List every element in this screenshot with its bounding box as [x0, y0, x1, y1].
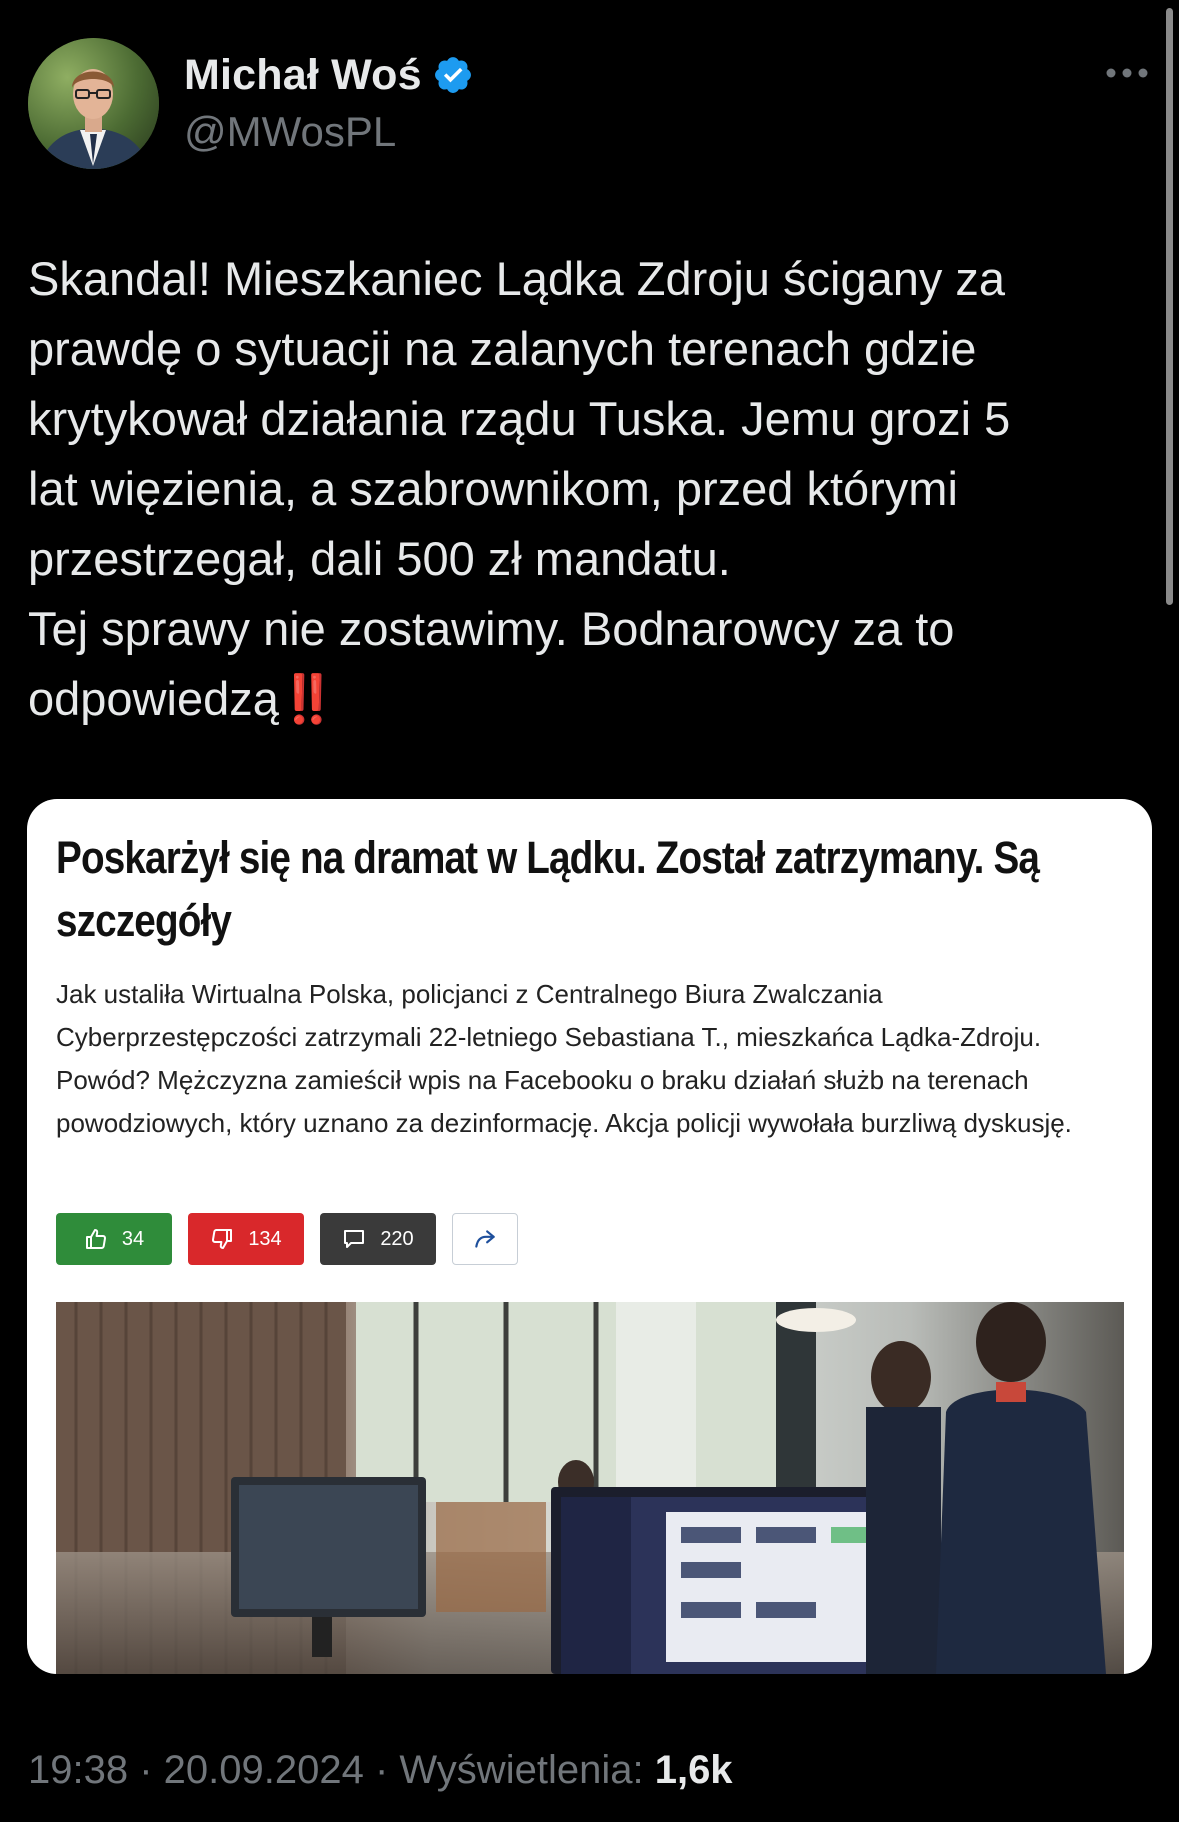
views-count[interactable]: 1,6k [654, 1748, 733, 1792]
article-photo[interactable] [56, 1302, 1124, 1674]
tweet-text [28, 244, 1138, 734]
comment-count: 220 [380, 1227, 414, 1250]
views-label: Wyświetlenia: [399, 1748, 644, 1792]
more-options-icon[interactable] [1102, 58, 1152, 88]
tweet-body: Skandal! Mieszkaniec Lądka Zdroju ścigany za prawdę o sytuacji na zalanych terenach gdzie krytykował działania rządu Tuska. Jemu grozi 5 lat więzienia, a szabrownikom, przed którymi przestrzegał, dali 500 zł mandatu. Tej sprawy nie zostawimy. Bodnarowcy za to odpowiedzą [28, 252, 1011, 725]
reaction-bar [56, 1213, 518, 1265]
share-button[interactable] [452, 1213, 518, 1265]
avatar[interactable] [28, 38, 159, 169]
share-arrow-icon [472, 1226, 498, 1252]
tweet-time[interactable]: 19:38 [28, 1748, 129, 1792]
card-lead: Jak ustaliła Wirtualna Polska, policjanci z Centralnego Biura Zwalczania Cyberprzestępczości zatrzymali 22-letniego Sebastiana T., mieszkańca Lądka-Zdroju. Powód? Mężczyzna zamieścił wpis na Facebooku o braku działań służb na terenach powodziowych, który uznano za dezinformację. Akcja policji wywołała burzliwą dyskusję. [56, 979, 1072, 1138]
office-scene-image [56, 1302, 1124, 1674]
thumbs-up-icon [84, 1227, 108, 1251]
name-row [184, 50, 474, 100]
tweet-meta [28, 1748, 733, 1793]
verified-badge-icon [432, 54, 474, 96]
dislike-count: 134 [248, 1227, 282, 1250]
like-count: 34 [121, 1227, 145, 1250]
thumbs-down-icon [210, 1227, 234, 1251]
like-button[interactable] [56, 1213, 172, 1265]
scrollbar[interactable] [1166, 8, 1173, 605]
link-preview-card[interactable] [27, 799, 1152, 1674]
author-handle[interactable]: @MWosPL [184, 108, 397, 155]
card-title: Poskarżył się na dramat w Lądku. Został zatrzymany. Są szczegóły [56, 832, 1040, 946]
author-name[interactable]: Michał Woś [184, 50, 422, 99]
double-exclamation-emoji: ‼️ [278, 672, 332, 725]
meta-separator: · [363, 1748, 400, 1792]
dislike-button[interactable] [188, 1213, 304, 1265]
avatar-photo [28, 38, 159, 169]
comment-icon [342, 1227, 366, 1251]
tweet-date[interactable]: 20.09.2024 [163, 1748, 364, 1792]
tweet-header [28, 38, 1158, 168]
meta-separator: · [128, 1748, 164, 1792]
comments-button[interactable] [320, 1213, 436, 1265]
